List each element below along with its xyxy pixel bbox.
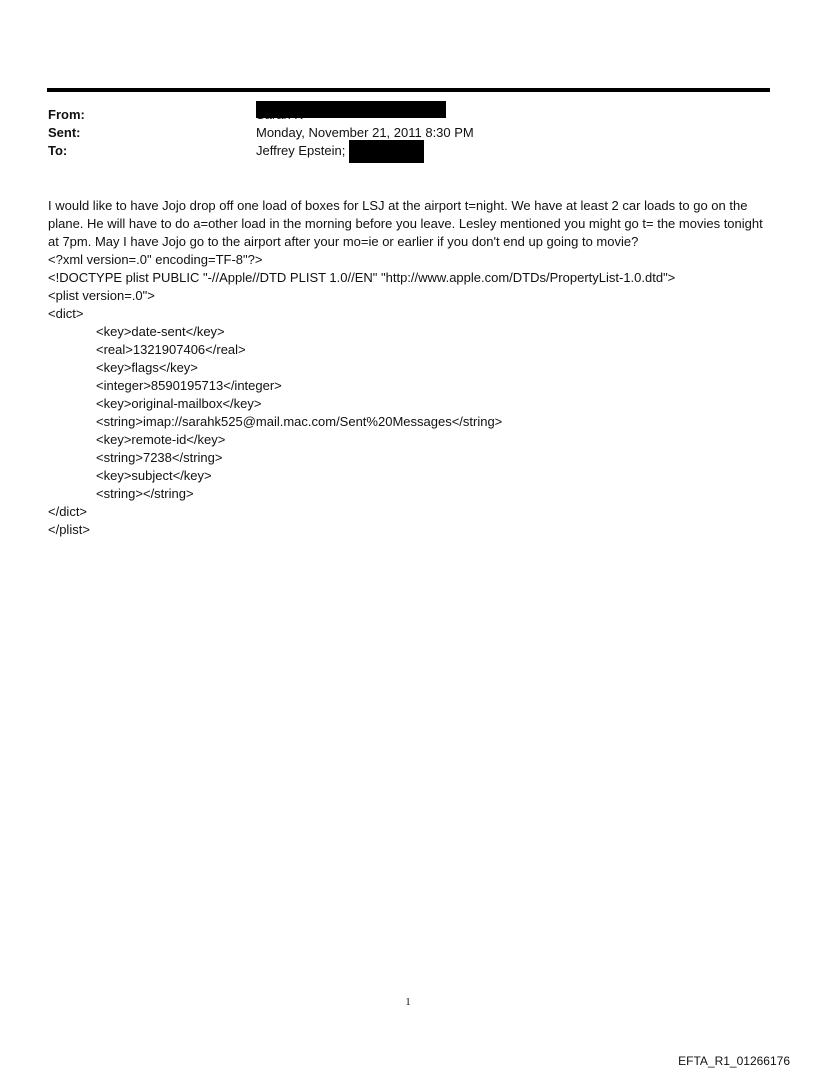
email-body — [48, 197, 773, 539]
to-value: Jeffrey Epstein; — [256, 143, 346, 158]
message-paragraph: I would like to have Jojo drop off one load of boxes for LSJ at the airport t=night. We have at least 2 car loads to go on the plane. He will have to do a=other load in the morning before you leave. Lesley mentioned you might go t= the movies tonight at 7pm. May I have Jojo go to the airport after your mo=ie or earlier if you don't end up going to movie? — [48, 198, 763, 249]
xml-line: <key>date-sent</key> — [96, 324, 225, 339]
to-label: To: — [48, 143, 68, 158]
xml-line: <key>subject</key> — [96, 468, 212, 483]
xml-line: <plist version=.0"> — [48, 288, 155, 303]
xml-line: <dict> — [48, 306, 84, 321]
xml-line: <key>flags</key> — [96, 360, 198, 375]
xml-line: <key>remote-id</key> — [96, 432, 226, 447]
redaction-from — [256, 101, 446, 118]
xml-line: <!DOCTYPE plist PUBLIC "-//Apple//DTD PLIST 1.0//EN" "http://www.apple.com/DTDs/PropertyList-1.0.dtd"> — [48, 270, 676, 285]
from-label: From: — [48, 107, 85, 122]
xml-line: <key>original-mailbox</key> — [96, 396, 262, 411]
xml-line: <string>7238</string> — [96, 450, 223, 465]
redaction-to — [349, 140, 424, 163]
xml-line: <integer>8590195713</integer> — [96, 378, 282, 393]
xml-line: <string></string> — [96, 486, 194, 501]
header-rule — [47, 88, 770, 92]
xml-line: <?xml version=.0" encoding=TF-8"?> — [48, 252, 263, 267]
sent-label: Sent: — [48, 125, 81, 140]
xml-line: </dict> — [48, 504, 88, 519]
xml-line: </plist> — [48, 522, 90, 537]
xml-line: <string>imap://sarahk525@mail.mac.com/Sent%20Messages</string> — [96, 414, 503, 429]
document-id: EFTA_R1_01266176 — [678, 1054, 790, 1068]
page-number: 1 — [405, 996, 411, 1008]
xml-line: <real>1321907406</real> — [96, 342, 246, 357]
sent-value: Monday, November 21, 2011 8:30 PM — [256, 125, 474, 140]
